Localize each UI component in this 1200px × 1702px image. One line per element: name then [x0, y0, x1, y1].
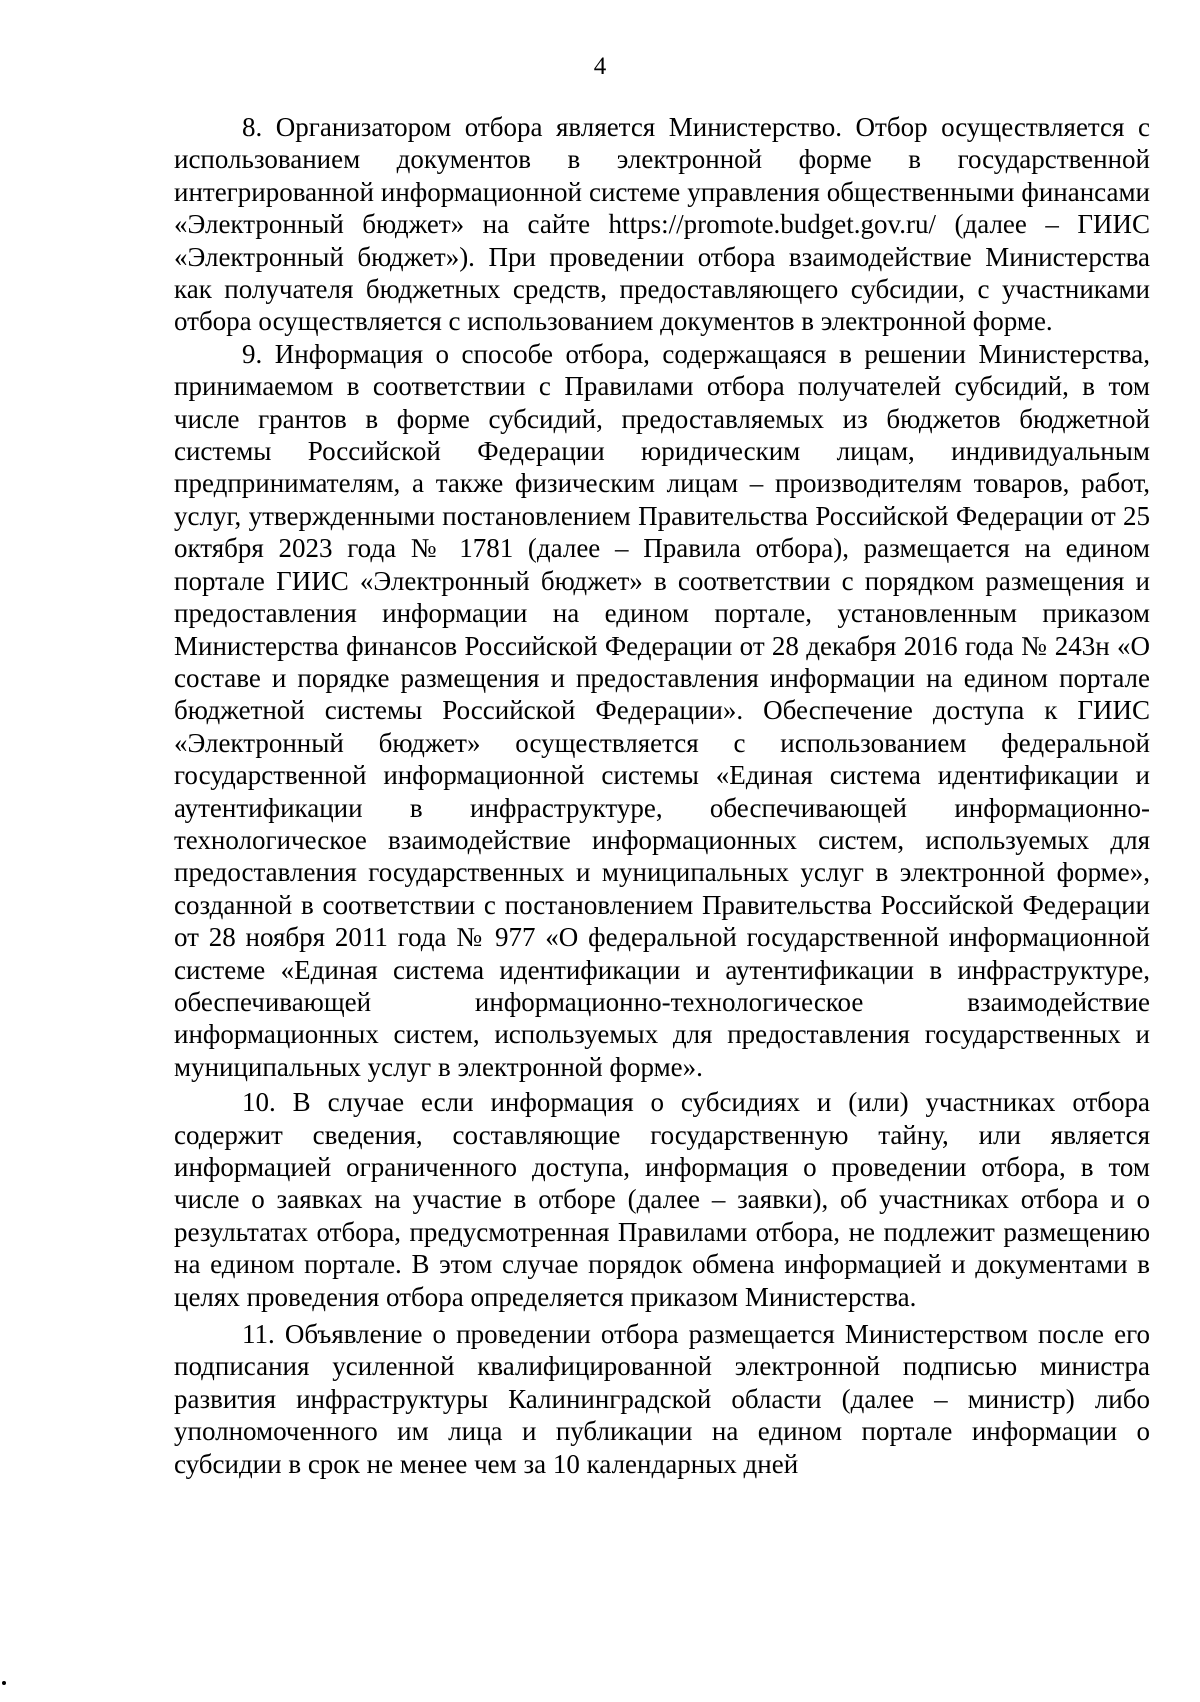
document-body	[174, 111, 1150, 1480]
paragraph-11: 11. Объявление о проведении отбора размещается Министерством после его подписания усиленной квалифицированной электронной подписью министра развития инфраструктуры Калининградской области (далее – министр) либо уполномоченного им лица и публикации на едином портале информации о субсидии в срок не менее чем за 10 календарных дней	[174, 1319, 1150, 1479]
paragraph-10: 10. В случае если информация о субсидиях и (или) участниках отбора содержит сведения, составляющие государственную тайну, или является информацией ограниченного доступа, информация о проведении отбора, в том числе о заявках на участие в отборе (далее – заявки), об участниках отбора и о результатах отбора, предусмотренная Правилами отбора, не подлежит размещению на едином портале. В этом случае порядок обмена информацией и документами в целях проведения отбора определяется приказом Министерства.	[174, 1087, 1150, 1312]
scan-edge-mark	[2, 1681, 6, 1685]
paragraph-8: 8. Организатором отбора является Министерство. Отбор осуществляется с использованием документов в электронной форме в государственной интегрированной информационной системе управления общественными финансами «Электронный бюджет» на сайте https://promote.budget.gov.ru/ (далее – ГИИС «Электронный бюджет»). При проведении отбора взаимодействие Министерства как получателя бюджетных средств, предоставляющего субсидии, с участниками отбора осуществляется с использованием документов в электронной форме.	[174, 112, 1150, 337]
page-number: 4	[593, 53, 607, 80]
paragraph-9: 9. Информация о способе отбора, содержащаяся в решении Министерства, принимаемом в соответствии с Правилами отбора получателей субсидий, в том числе грантов в форме субсидий, предоставляемых из бюджетов бюджетной системы Российской Федерации юридическим лицам, индивидуальным предпринимателям, а также физическим лицам – производителям товаров, работ, услуг, утвержденными постановлением Правительства Российской Федерации от 25 октября 2023 года № 1781 (далее – Правила отбора), размещается на едином портале ГИИС «Электронный бюджет» в соответствии с порядком размещения и предоставления информации на едином портале, установленным приказом Министерства финансов Российской Федерации от 28 декабря 2016 года № 243н «О составе и порядке размещения и предоставления информации на едином портале бюджетной системы Российской Федерации». Обеспечение доступа к ГИИС «Электронный бюджет» осуществляется с использованием федеральной государственной информационной системы «Единая система идентификации и аутентификации в инфраструктуре, обеспечивающей информационно-технологическое взаимодействие информационных систем, используемых для предоставления государственных и муниципальных услуг в электронной форме», созданной в соответствии с постановлением Правительства Российской Федерации от 28 ноября 2011 года № 977 «О федеральной государственной информационной системе «Единая система идентификации и аутентификации в инфраструктуре, обеспечивающей информационно-технологическое взаимодействие информационных систем, используемых для предоставления государственных и муниципальных услуг в электронной форме».	[174, 338, 1150, 1082]
